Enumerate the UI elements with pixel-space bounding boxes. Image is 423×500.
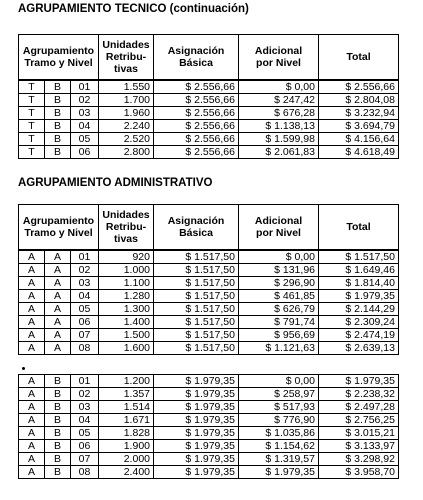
cell-unidades: 1.700 (99, 94, 154, 107)
cell-total: $ 4.156,64 (319, 133, 399, 146)
cell-asignacion: $ 2.556,66 (154, 146, 239, 159)
cell-total: $ 1.979,35 (319, 290, 399, 303)
cell-asignacion: $ 1.979,35 (154, 414, 239, 427)
cell-total: $ 2.556,66 (319, 80, 399, 94)
cell-total: $ 3.694,79 (319, 120, 399, 133)
table-row (19, 466, 399, 479)
cell-tramo: B (45, 440, 71, 453)
cell-asignacion: $ 2.556,66 (154, 120, 239, 133)
cell-tramo: A (45, 329, 71, 342)
cell-nivel: 05 (71, 303, 99, 316)
cell-tramo: A (45, 277, 71, 290)
cell-tramo: A (45, 264, 71, 277)
table-row (19, 453, 399, 466)
cell-unidades: 2.400 (99, 466, 154, 479)
table-row (19, 440, 399, 453)
cell-nivel: 03 (71, 277, 99, 290)
table-row (19, 388, 399, 401)
cell-unidades: 920 (99, 250, 154, 264)
cell-total: $ 3.298,92 (319, 453, 399, 466)
cell-adicional: $ 517,93 (239, 401, 319, 414)
cell-nivel: 08 (71, 466, 99, 479)
cell-total: $ 3.958,70 (319, 466, 399, 479)
cell-total: $ 2.756,25 (319, 414, 399, 427)
cell-nivel: 03 (71, 401, 99, 414)
cell-agrupamiento: A (19, 375, 45, 388)
cell-unidades: 1.960 (99, 107, 154, 120)
header-unidades: Unidades Retribu- tivas (99, 35, 154, 81)
cell-tramo: B (45, 133, 71, 146)
cell-agrupamiento: T (19, 80, 45, 94)
cell-nivel: 07 (71, 453, 99, 466)
cell-total: $ 2.309,24 (319, 316, 399, 329)
cell-adicional: $ 0,00 (239, 80, 319, 94)
cell-total: $ 1.979,35 (319, 375, 399, 388)
cell-unidades: 1.514 (99, 401, 154, 414)
cell-adicional: $ 247,42 (239, 94, 319, 107)
cell-agrupamiento: A (19, 303, 45, 316)
cell-agrupamiento: T (19, 120, 45, 133)
cell-tramo: B (45, 146, 71, 159)
cell-tramo: B (45, 466, 71, 479)
table-row (19, 94, 399, 107)
cell-unidades: 1.357 (99, 388, 154, 401)
cell-asignacion: $ 1.979,35 (154, 440, 239, 453)
table-row (19, 250, 399, 264)
cell-nivel: 04 (71, 414, 99, 427)
cell-tramo: B (45, 80, 71, 94)
header-row (19, 35, 399, 81)
header-total: Total (319, 35, 399, 81)
table-tecnico (18, 34, 399, 159)
cell-adicional: $ 791,74 (239, 316, 319, 329)
cell-tramo: A (45, 290, 71, 303)
cell-adicional: $ 296,90 (239, 277, 319, 290)
table-row (19, 107, 399, 120)
table-row (19, 401, 399, 414)
table-row (19, 146, 399, 159)
cell-total: $ 1.814,40 (319, 277, 399, 290)
cell-unidades: 1.280 (99, 290, 154, 303)
cell-nivel: 02 (71, 94, 99, 107)
cell-unidades: 2.800 (99, 146, 154, 159)
cell-adicional: $ 0,00 (239, 250, 319, 264)
cell-tramo: B (45, 94, 71, 107)
cell-nivel: 01 (71, 375, 99, 388)
cell-nivel: 02 (71, 388, 99, 401)
cell-asignacion: $ 2.556,66 (154, 133, 239, 146)
header-row (19, 205, 399, 251)
cell-unidades: 1.671 (99, 414, 154, 427)
table-row (19, 414, 399, 427)
cell-asignacion: $ 1.517,50 (154, 264, 239, 277)
cell-total: $ 3.015,21 (319, 427, 399, 440)
cell-adicional: $ 1.979,35 (239, 466, 319, 479)
cell-asignacion: $ 2.556,66 (154, 80, 239, 94)
header-asignacion: Asignación Básica (154, 35, 239, 81)
cell-unidades: 1.000 (99, 264, 154, 277)
table-administrativo-a (18, 204, 399, 355)
cell-unidades: 1.550 (99, 80, 154, 94)
cell-adicional: $ 956,69 (239, 329, 319, 342)
cell-unidades: 1.300 (99, 303, 154, 316)
cell-nivel: 06 (71, 146, 99, 159)
cell-agrupamiento: A (19, 264, 45, 277)
cell-nivel: 01 (71, 250, 99, 264)
cell-unidades: 1.200 (99, 375, 154, 388)
cell-asignacion: $ 1.517,50 (154, 277, 239, 290)
cell-asignacion: $ 1.979,35 (154, 427, 239, 440)
cell-total: $ 2.238,32 (319, 388, 399, 401)
cell-unidades: 2.000 (99, 453, 154, 466)
cell-nivel: 06 (71, 316, 99, 329)
cell-adicional: $ 258,97 (239, 388, 319, 401)
cell-asignacion: $ 1.979,35 (154, 466, 239, 479)
cell-unidades: 1.100 (99, 277, 154, 290)
cell-tramo: B (45, 453, 71, 466)
header-agrupamiento: Agrupamiento Tramo y Nivel (19, 35, 99, 81)
cell-adicional: $ 1.121,63 (239, 342, 319, 355)
cell-total: $ 2.474,19 (319, 329, 399, 342)
cell-asignacion: $ 1.517,50 (154, 290, 239, 303)
cell-adicional: $ 1.319,57 (239, 453, 319, 466)
cell-adicional: $ 2.061,83 (239, 146, 319, 159)
cell-tramo: B (45, 388, 71, 401)
cell-unidades: 1.400 (99, 316, 154, 329)
cell-tramo: B (45, 107, 71, 120)
cell-asignacion: $ 1.517,50 (154, 316, 239, 329)
cell-tramo: A (45, 316, 71, 329)
cell-agrupamiento: A (19, 466, 45, 479)
cell-total: $ 2.804,08 (319, 94, 399, 107)
cell-asignacion: $ 1.517,50 (154, 329, 239, 342)
cell-nivel: 05 (71, 133, 99, 146)
cell-adicional: $ 1.599,98 (239, 133, 319, 146)
cell-nivel: 03 (71, 107, 99, 120)
table-row (19, 120, 399, 133)
header-total: Total (319, 205, 399, 251)
header-unidades: Unidades Retribu- tivas (99, 205, 154, 251)
cell-tramo: B (45, 427, 71, 440)
cell-agrupamiento: A (19, 453, 45, 466)
cell-agrupamiento: A (19, 414, 45, 427)
cell-total: $ 1.649,46 (319, 264, 399, 277)
table-row (19, 303, 399, 316)
cell-nivel: 01 (71, 80, 99, 94)
cell-agrupamiento: A (19, 316, 45, 329)
header-asignacion: Asignación Básica (154, 205, 239, 251)
cell-asignacion: $ 1.517,50 (154, 303, 239, 316)
cell-unidades: 1.828 (99, 427, 154, 440)
cell-adicional: $ 1.035,86 (239, 427, 319, 440)
cell-total: $ 4.618,49 (319, 146, 399, 159)
cell-agrupamiento: A (19, 290, 45, 303)
cell-tramo: B (45, 401, 71, 414)
cell-asignacion: $ 1.517,50 (154, 342, 239, 355)
cell-adicional: $ 1.138,13 (239, 120, 319, 133)
section-title-tecnico: AGRUPAMIENTO TECNICO (continuación) (18, 3, 249, 15)
cell-unidades: 1.500 (99, 329, 154, 342)
cell-adicional: $ 1.154,62 (239, 440, 319, 453)
table-row (19, 264, 399, 277)
cell-tramo: B (45, 375, 71, 388)
cell-asignacion: $ 1.979,35 (154, 388, 239, 401)
cell-adicional: $ 676,28 (239, 107, 319, 120)
cell-tramo: A (45, 342, 71, 355)
cell-tramo: B (45, 120, 71, 133)
cell-tramo: B (45, 414, 71, 427)
cell-nivel: 04 (71, 120, 99, 133)
cell-agrupamiento: A (19, 329, 45, 342)
table-row (19, 290, 399, 303)
table-row (19, 133, 399, 146)
cell-total: $ 2.497,28 (319, 401, 399, 414)
cell-agrupamiento: A (19, 250, 45, 264)
cell-nivel: 05 (71, 427, 99, 440)
cell-agrupamiento: T (19, 94, 45, 107)
header-adicional: Adicional por Nivel (239, 35, 319, 81)
cell-total: $ 3.232,94 (319, 107, 399, 120)
section-title-administrativo: AGRUPAMIENTO ADMINISTRATIVO (18, 177, 213, 189)
cell-agrupamiento: A (19, 401, 45, 414)
cell-asignacion: $ 1.979,35 (154, 401, 239, 414)
table-row (19, 375, 399, 388)
cell-unidades: 2.520 (99, 133, 154, 146)
cell-adicional: $ 776,90 (239, 414, 319, 427)
cell-agrupamiento: A (19, 427, 45, 440)
table-row (19, 342, 399, 355)
table-row (19, 329, 399, 342)
table-row (19, 277, 399, 290)
cell-asignacion: $ 1.979,35 (154, 453, 239, 466)
cell-agrupamiento: T (19, 107, 45, 120)
cell-agrupamiento: T (19, 133, 45, 146)
cell-asignacion: $ 2.556,66 (154, 94, 239, 107)
cell-nivel: 07 (71, 329, 99, 342)
cell-unidades: 1.600 (99, 342, 154, 355)
cell-asignacion: $ 1.517,50 (154, 250, 239, 264)
cell-unidades: 1.900 (99, 440, 154, 453)
cell-tramo: A (45, 250, 71, 264)
cell-total: $ 1.517,50 (319, 250, 399, 264)
cell-nivel: 02 (71, 264, 99, 277)
cell-unidades: 2.240 (99, 120, 154, 133)
cell-agrupamiento: A (19, 277, 45, 290)
table-administrativo-b (18, 374, 399, 479)
cell-nivel: 08 (71, 342, 99, 355)
cell-adicional: $ 131,96 (239, 264, 319, 277)
cell-total: $ 3.133,97 (319, 440, 399, 453)
cell-adicional: $ 0,00 (239, 375, 319, 388)
table-row (19, 427, 399, 440)
cell-agrupamiento: A (19, 342, 45, 355)
cell-agrupamiento: A (19, 388, 45, 401)
cell-asignacion: $ 1.979,35 (154, 375, 239, 388)
cell-total: $ 2.144,29 (319, 303, 399, 316)
cell-agrupamiento: A (19, 440, 45, 453)
cell-total: $ 2.639,13 (319, 342, 399, 355)
cell-adicional: $ 461,85 (239, 290, 319, 303)
header-agrupamiento: Agrupamiento Tramo y Nivel (19, 205, 99, 251)
cell-adicional: $ 626,79 (239, 303, 319, 316)
cell-asignacion: $ 2.556,66 (154, 107, 239, 120)
cell-tramo: A (45, 303, 71, 316)
header-adicional: Adicional por Nivel (239, 205, 319, 251)
cell-agrupamiento: T (19, 146, 45, 159)
table-row (19, 316, 399, 329)
table-row (19, 80, 399, 94)
cell-nivel: 04 (71, 290, 99, 303)
bullet-dot (22, 367, 25, 370)
cell-nivel: 06 (71, 440, 99, 453)
